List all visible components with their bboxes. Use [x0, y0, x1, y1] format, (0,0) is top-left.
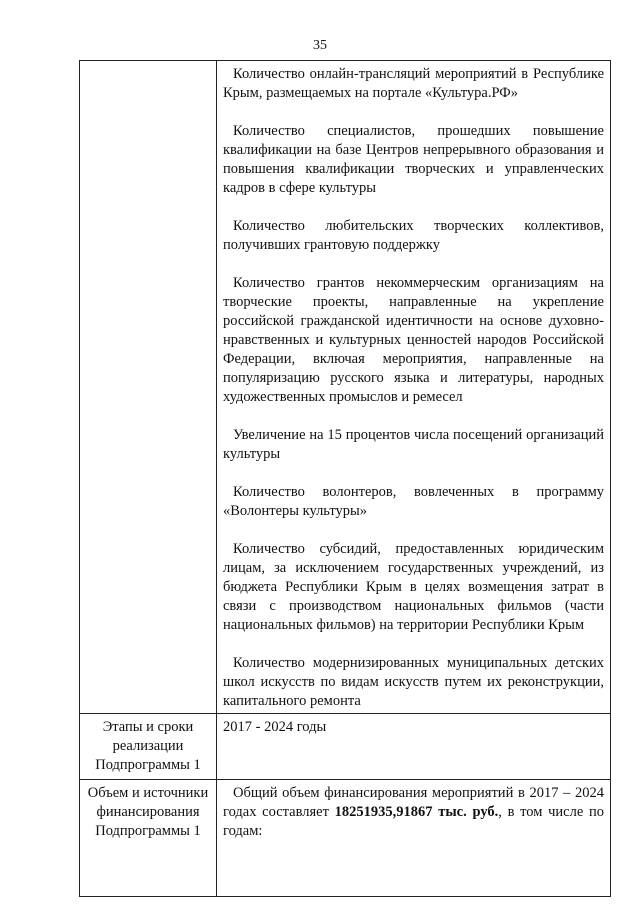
indicator-paragraph: Количество онлайн-трансляций мероприятий в Республике Крым, размещаемых на портале «Культура.РФ»: [223, 66, 604, 101]
indicator-paragraph: Количество грантов некоммерческим организациям на творческие проекты, направленные на укрепление российской гражданской идентичности на основе духовно-нравственных и культурных ценностей народов Российской Федерации, включая мероприятия, направленные на популяризацию русского языка и литературы, народных художественных промыслов и ремесел: [223, 275, 604, 405]
funding-text-end: , в том числе по годам:: [223, 804, 604, 839]
stages-value-cell: [217, 714, 611, 780]
table-row: [80, 780, 611, 897]
row-label-cell: Этапы и сроки реализации Подпрограммы 1: [80, 714, 217, 780]
indicator-paragraph: Количество любительских творческих коллективов, получивших грантовую поддержку: [223, 218, 604, 253]
indicator-paragraph: Количество волонтеров, вовлеченных в программу «Волонтеры культуры»: [223, 484, 604, 519]
table-row: [80, 61, 611, 714]
indicator-paragraph: Количество субсидий, предоставленных юридическим лицам, за исключением государственных учреждений, из бюджета Республики Крым в целях возмещения затрат в связи с производством национальных фильмов (части национальных фильмов) на территории Республики Крым: [223, 541, 604, 633]
funding-paragraph: [223, 784, 604, 841]
funding-total-amount: 18251935,91867 тыс. руб.: [334, 804, 499, 820]
indicator-paragraph: Количество специалистов, прошедших повышение квалификации на базе Центров непрерывного образования и повышения квалификации творческих и управленческих кадров в сфере культуры: [223, 123, 604, 196]
row-label-cell: [80, 61, 217, 714]
indicators-cell: [217, 61, 611, 714]
indicator-paragraph: Количество модернизированных муниципальных детских школ искусств по видам искусств путем их реконструкции, капитального ремонта: [223, 655, 604, 709]
funding-text-start: Общий объем финансирования мероприятий в 2017 – 2024 годах составляет: [223, 785, 604, 820]
funding-value-cell: [217, 780, 611, 897]
stages-text: 2017 - 2024 годы: [223, 719, 327, 735]
row-label-cell: Объем и источники финансирования Подпрограммы 1: [80, 780, 217, 897]
passport-table: [79, 60, 611, 897]
table-row: [80, 714, 611, 780]
page-number: 35: [313, 38, 327, 53]
indicator-paragraph: Увеличение на 15 процентов числа посещений организаций культуры: [223, 427, 604, 462]
